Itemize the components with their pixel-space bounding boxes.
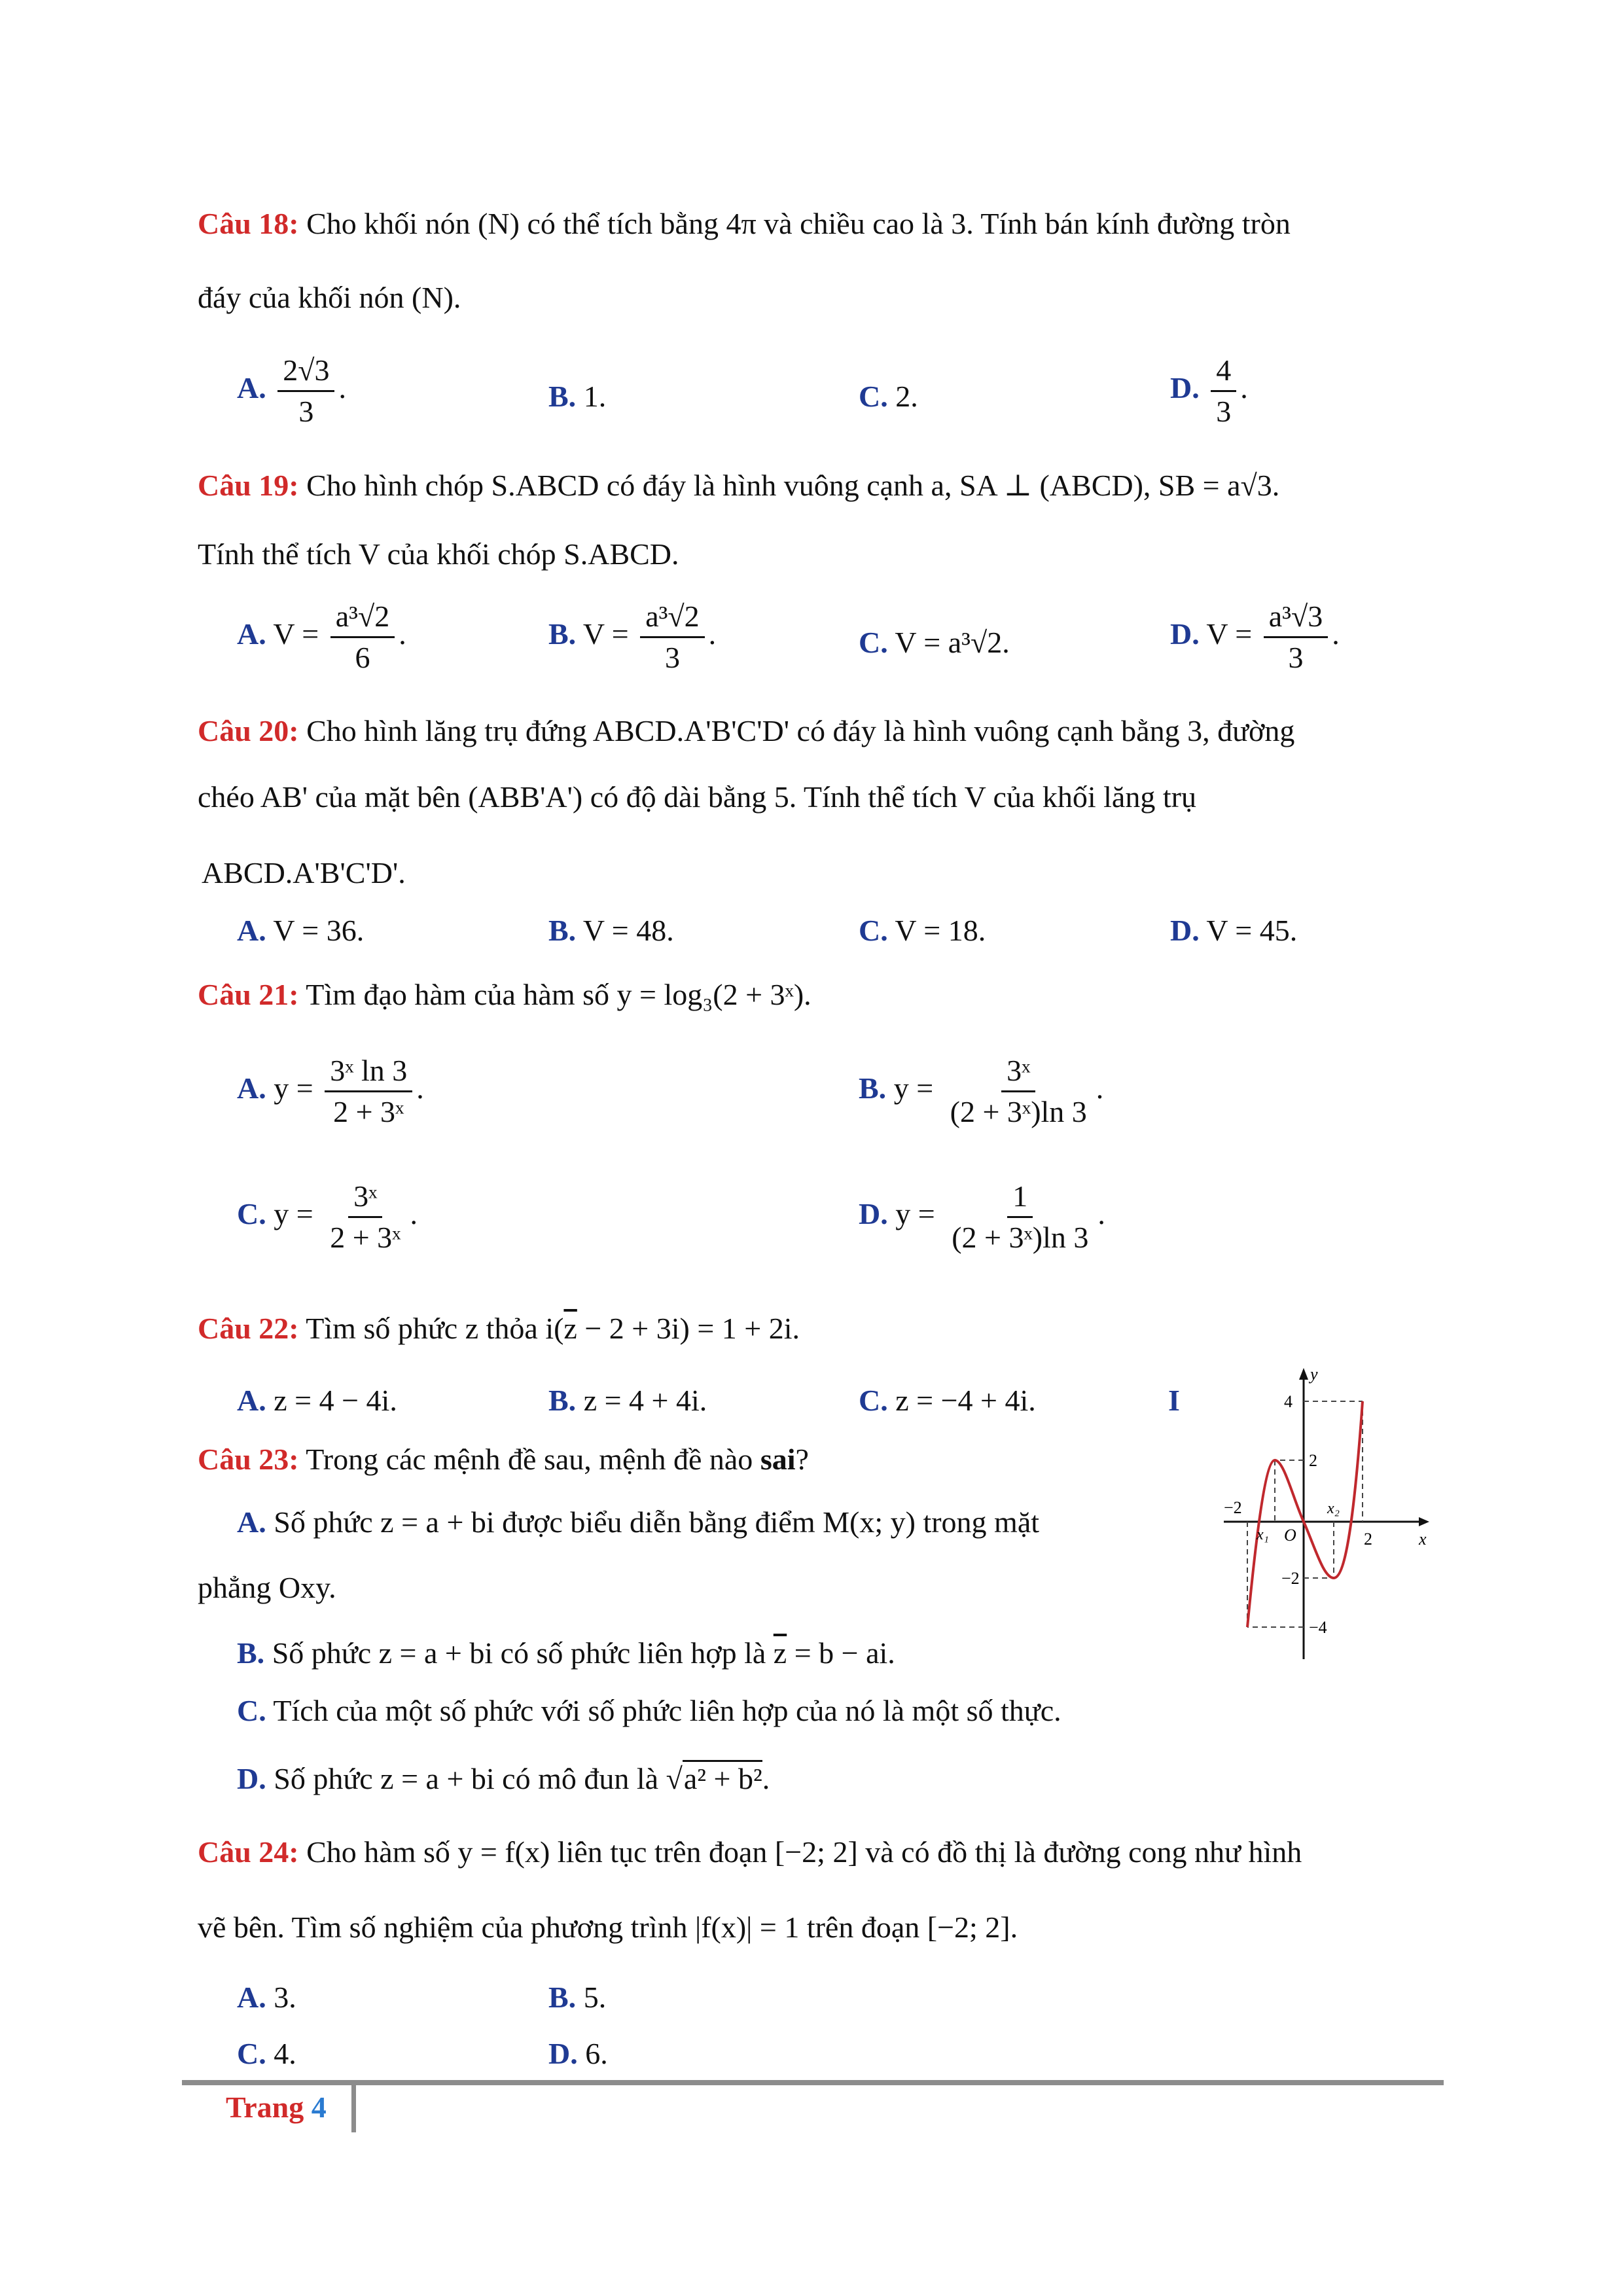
q21-d-pre: y =: [895, 1197, 935, 1231]
q18-a-den: 3: [298, 395, 314, 428]
q19-a-den: 6: [355, 641, 370, 674]
q20-c-label: C.: [859, 914, 888, 947]
q21-c-label: C.: [237, 1197, 266, 1231]
q20-text1: Cho hình lăng trụ đứng ABCD.A'B'C'D' có đáy là hình vuông cạnh bằng 3, đường: [306, 714, 1295, 747]
q24-a-label: A.: [237, 1981, 266, 2014]
q22-c-label: C.: [859, 1384, 888, 1417]
q20-d-text: V = 45.: [1206, 914, 1298, 947]
q20-line2: chéo AB' của mặt bên (ABB'A') có độ dài bằng 5. Tính thể tích V của khối lăng trụ: [198, 780, 1196, 814]
q20-title: Câu 20:: [198, 714, 299, 747]
tick-y4: 4: [1284, 1392, 1293, 1411]
q21-option-c: [237, 1179, 418, 1255]
q19-a-label: A.: [237, 617, 266, 651]
q18-option-a: [237, 353, 346, 429]
q21-d-fraction: [946, 1179, 1094, 1255]
q21-d-tail: .: [1097, 1197, 1105, 1231]
q22-b-text: z = 4 + 4i.: [583, 1384, 707, 1417]
q21-b-label: B.: [859, 1071, 887, 1105]
q20-a-text: V = 36.: [273, 914, 365, 947]
q20-option-a: [237, 911, 364, 950]
q19-d-tail: .: [1332, 617, 1340, 651]
q22-a-text: z = 4 − 4i.: [274, 1384, 397, 1417]
q18-a-fraction: [277, 353, 334, 429]
page-number-value: 4: [311, 2090, 327, 2124]
q21-b-fraction: [945, 1054, 1092, 1129]
q23-title: Câu 23:: [198, 1443, 299, 1476]
q21-title: Câu 21:: [198, 978, 299, 1011]
q18-c-label: C.: [859, 380, 888, 413]
q21-b-tail: .: [1096, 1071, 1104, 1105]
q20-b-label: B.: [548, 914, 577, 947]
q19-d-den: 3: [1288, 641, 1304, 674]
q19-line1: [198, 466, 1435, 505]
q23-d-root: a² + b²: [683, 1760, 762, 1795]
q22-text-post: − 2 + 3i) = 1 + 2i.: [577, 1312, 800, 1345]
label-axis-x: x: [1419, 1530, 1427, 1549]
q20-a-label: A.: [237, 914, 266, 947]
q23-c-text: Tích của một số phức với số phức liên hợp của nó là một số thực.: [273, 1694, 1061, 1727]
q18-c-text: 2.: [895, 380, 918, 413]
q18-option-b: [548, 377, 606, 416]
tick-y2: 2: [1309, 1451, 1317, 1470]
q22-option-b: [548, 1381, 707, 1420]
tick-xneg2: −2: [1224, 1498, 1242, 1517]
q18-option-c: [859, 377, 918, 416]
q21-option-b: [859, 1054, 1103, 1129]
q21-a-fraction: [325, 1054, 412, 1129]
q24-a-text: 3.: [274, 1981, 296, 2014]
q24-text1: Cho hàm số y = f(x) liên tục trên đoạn [−2; 2] và có đồ thị là đường cong như hình: [306, 1835, 1302, 1869]
q22-c-text: z = −4 + 4i.: [895, 1384, 1036, 1417]
q23-text-post: ?: [795, 1443, 809, 1476]
q18-a-tail: .: [338, 371, 346, 405]
q21-a-num: 3ˣ ln 3: [325, 1054, 412, 1092]
q22-title: Câu 22:: [198, 1312, 299, 1345]
q21-b-num: 3ˣ: [1001, 1054, 1035, 1092]
q19-option-c: [859, 623, 1010, 662]
q23-option-d: [237, 1759, 770, 1799]
q20-d-label: D.: [1170, 914, 1200, 947]
q23-text-pre: Trong các mệnh đề sau, mệnh đề nào: [306, 1443, 760, 1476]
page-number: [226, 2088, 327, 2127]
dashed-guides: [1247, 1401, 1363, 1627]
q19-b-num: a³√2: [640, 600, 704, 638]
footer-vertical-divider: [351, 2083, 356, 2132]
q19-a-num: a³√2: [330, 600, 395, 638]
q23-option-b: [237, 1634, 895, 1673]
q20-line3: ABCD.A'B'C'D'.: [202, 856, 406, 889]
q21-d-label: D.: [859, 1197, 888, 1231]
q24-option-c: [237, 2034, 296, 2073]
q21-a-tail: .: [416, 1071, 424, 1105]
q21-c-num: 3ˣ: [348, 1179, 382, 1218]
q21-a-pre: y =: [274, 1071, 313, 1105]
q23-d-label: D.: [237, 1762, 266, 1795]
q19-line2: Tính thể tích V của khối chóp S.ABCD.: [198, 537, 679, 571]
page-label: Trang: [226, 2090, 304, 2124]
q21-line1: [198, 975, 1435, 1014]
q24-option-b: [548, 1978, 606, 2017]
q23-d-tail: .: [762, 1762, 770, 1795]
q19-b-pre: V =: [582, 617, 629, 651]
q19-option-d: [1170, 600, 1340, 675]
q24-line1: [198, 1833, 1435, 1872]
q22-option-d: [1168, 1381, 1180, 1420]
q18-title: Câu 18:: [198, 207, 299, 240]
q24-c-text: 4.: [274, 2037, 296, 2070]
q18-d-num: 4: [1211, 353, 1236, 392]
q19-d-num: a³√3: [1264, 600, 1328, 638]
q23-c-label: C.: [237, 1694, 266, 1727]
footer-divider: [182, 2080, 1444, 2085]
q21-a-label: A.: [237, 1071, 266, 1105]
q21-c-tail: .: [410, 1197, 418, 1231]
function-graph: [1211, 1361, 1433, 1669]
q18-b-label: B.: [548, 380, 577, 413]
label-x1: x₁: [1257, 1526, 1269, 1543]
q19-d-label: D.: [1170, 617, 1200, 651]
q23-b-pre: Số phức z = a + bi có số phức liên hợp là: [272, 1636, 774, 1670]
q24-option-a: [237, 1978, 296, 2017]
q22-a-label: A.: [237, 1384, 266, 1417]
q19-b-label: B.: [548, 617, 577, 651]
q23-a-text1: Số phức z = a + bi được biểu diễn bằng điểm M(x; y) trong mặt: [274, 1505, 1040, 1539]
q19-b-den: 3: [664, 641, 680, 674]
q21-b-den: (2 + 3ˣ)ln 3: [950, 1095, 1087, 1128]
y-axis-arrow-icon: [1299, 1368, 1308, 1380]
q18-d-fraction: [1211, 353, 1236, 429]
q20-line1: [198, 711, 1435, 751]
q21-c-den: 2 + 3ˣ: [330, 1221, 401, 1254]
q18-line1: [198, 204, 1435, 243]
q23-a-label: A.: [237, 1505, 266, 1539]
q22-b-label: B.: [548, 1384, 577, 1417]
q22-option-a: [237, 1381, 397, 1420]
q24-b-text: 5.: [583, 1981, 607, 2014]
q23-option-c: [237, 1691, 1061, 1731]
q21-option-a: [237, 1054, 424, 1129]
q23-b-post: = b − ai.: [787, 1636, 895, 1670]
label-axis-y: y: [1310, 1365, 1318, 1384]
q22-d-label: I: [1168, 1384, 1180, 1417]
q18-text1: Cho khối nón (N) có thể tích bằng 4π và chiều cao là 3. Tính bán kính đường tròn: [306, 207, 1291, 240]
q21-option-d: [859, 1179, 1105, 1255]
q23-text-bold: sai: [760, 1443, 796, 1476]
q23-d-pre: Số phức z = a + bi có mô đun là: [274, 1762, 666, 1795]
q24-option-d: [548, 2034, 608, 2073]
q20-option-c: [859, 911, 986, 950]
q22-z-conjugate: $\overline{z}$: [563, 1312, 577, 1345]
q20-option-d: [1170, 911, 1297, 950]
q18-b-text: 1.: [583, 380, 607, 413]
q18-a-num: 2√3: [277, 353, 334, 392]
tick-x2: 2: [1364, 1530, 1372, 1549]
q21-c-pre: y =: [274, 1197, 313, 1231]
q19-title: Câu 19:: [198, 469, 299, 502]
tick-yneg2: −2: [1281, 1569, 1300, 1588]
q18-a-label: A.: [237, 371, 266, 405]
q23-option-a-line2: phẳng Oxy.: [198, 1571, 336, 1604]
q19-a-pre: V =: [273, 617, 319, 651]
q22-line1: [198, 1309, 1435, 1348]
q23-option-a-line1: [237, 1503, 1039, 1542]
q19-d-pre: V =: [1206, 617, 1253, 651]
q20-b-text: V = 48.: [582, 914, 674, 947]
q21-d-num: 1: [1007, 1179, 1033, 1218]
q21-c-fraction: [325, 1179, 406, 1255]
q18-d-den: 3: [1216, 395, 1232, 428]
q18-option-d: [1170, 353, 1248, 429]
q24-d-text: 6.: [585, 2037, 608, 2070]
label-x2: x₂: [1327, 1500, 1340, 1517]
q24-title: Câu 24:: [198, 1835, 299, 1869]
q19-a-fraction: [330, 600, 395, 675]
q19-b-fraction: [640, 600, 704, 675]
q19-d-fraction: [1264, 600, 1328, 675]
q21-d-den: (2 + 3ˣ)ln 3: [952, 1221, 1089, 1254]
q22-option-c: [859, 1381, 1036, 1420]
function-curve: [1247, 1401, 1363, 1627]
q19-c-text: V = a³√2.: [895, 626, 1010, 659]
q18-d-tail: .: [1240, 371, 1248, 405]
q20-option-b: [548, 911, 674, 950]
label-origin: O: [1284, 1526, 1296, 1545]
q21-a-den: 2 + 3ˣ: [333, 1095, 404, 1128]
q24-line2: vẽ bên. Tìm số nghiệm của phương trình |f(x)| = 1 trên đoạn [−2; 2].: [198, 1910, 1018, 1944]
q23-b-bar: $\overline{z}$: [773, 1636, 787, 1670]
sqrt-sign-icon: √: [666, 1762, 683, 1795]
tick-yneg4: −4: [1309, 1618, 1327, 1637]
x-axis-arrow-icon: [1419, 1517, 1429, 1526]
q19-a-tail: .: [399, 617, 406, 651]
q19-option-b: [548, 600, 716, 675]
q19-c-label: C.: [859, 626, 888, 659]
q20-c-text: V = 18.: [895, 914, 986, 947]
q18-line2: đáy của khối nón (N).: [198, 281, 461, 314]
q24-d-label: D.: [548, 2037, 578, 2070]
q21-b-pre: y =: [893, 1071, 934, 1105]
q19-text1: Cho hình chóp S.ABCD có đáy là hình vuông cạnh a, SA ⊥ (ABCD), SB = a√3.: [306, 469, 1280, 502]
q24-b-label: B.: [548, 1981, 577, 2014]
q19-option-a: [237, 600, 406, 675]
q24-c-label: C.: [237, 2037, 266, 2070]
q21-text1: Tìm đạo hàm của hàm số y = log₃(2 + 3ˣ).: [306, 978, 812, 1011]
q23-b-label: B.: [237, 1636, 265, 1670]
q22-text-pre: Tìm số phức z thỏa i(: [306, 1312, 564, 1345]
q18-d-label: D.: [1170, 371, 1200, 405]
q19-b-tail: .: [708, 617, 717, 651]
